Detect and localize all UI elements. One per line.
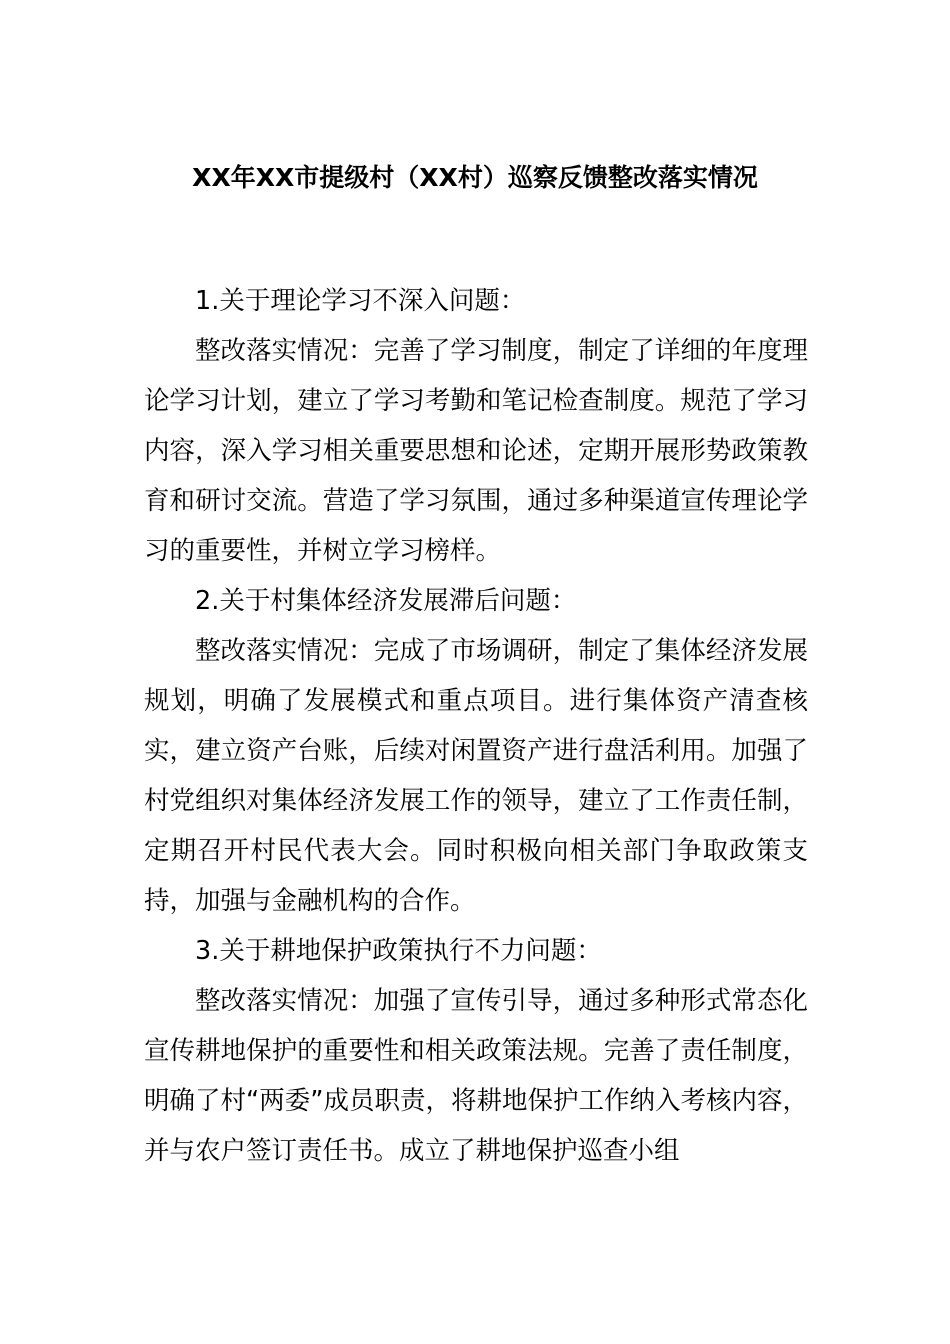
section-heading-1: 1.关于理论学习不深入问题： bbox=[195, 286, 526, 316]
section-body-3: 整改落实情况：加强了宣传引导，通过多种形式常态化宣传耕地保护的重要性和相关政策法规。完善了责任制度，明确了村“两委”成员职责，将耕地保护工作纳入考核内容，并与农户签订责任书。成立了耕地保护巡查小组 bbox=[144, 986, 808, 1166]
section-body-2: 整改落实情况：完成了市场调研，制定了集体经济发展规划，明确了发展模式和重点项目。进行集体资产清查核实，建立资产台账，后续对闲置资产进行盘活利用。加强了村党组织对集体经济发展工作的领导，建立了工作责任制，定期召开村民代表大会。同时积极向相关部门争取政策支持，加强与金融机构的合作。 bbox=[144, 636, 808, 916]
section-heading-3: 3.关于耕地保护政策执行不力问题： bbox=[195, 936, 602, 966]
document-title: XX年XX市提级村（XX村）巡察反馈整改落实情况 bbox=[192, 163, 758, 192]
document-body bbox=[144, 276, 808, 1176]
section-heading-2: 2.关于村集体经济发展滞后问题： bbox=[195, 586, 577, 616]
section-body-1: 整改落实情况：完善了学习制度，制定了详细的年度理论学习计划，建立了学习考勤和笔记检查制度。规范了学习内容，深入学习相关重要思想和论述，定期开展形势政策教育和研讨交流。营造了学习氛围，通过多种渠道宣传理论学习的重要性，并树立学习榜样。 bbox=[144, 336, 808, 566]
